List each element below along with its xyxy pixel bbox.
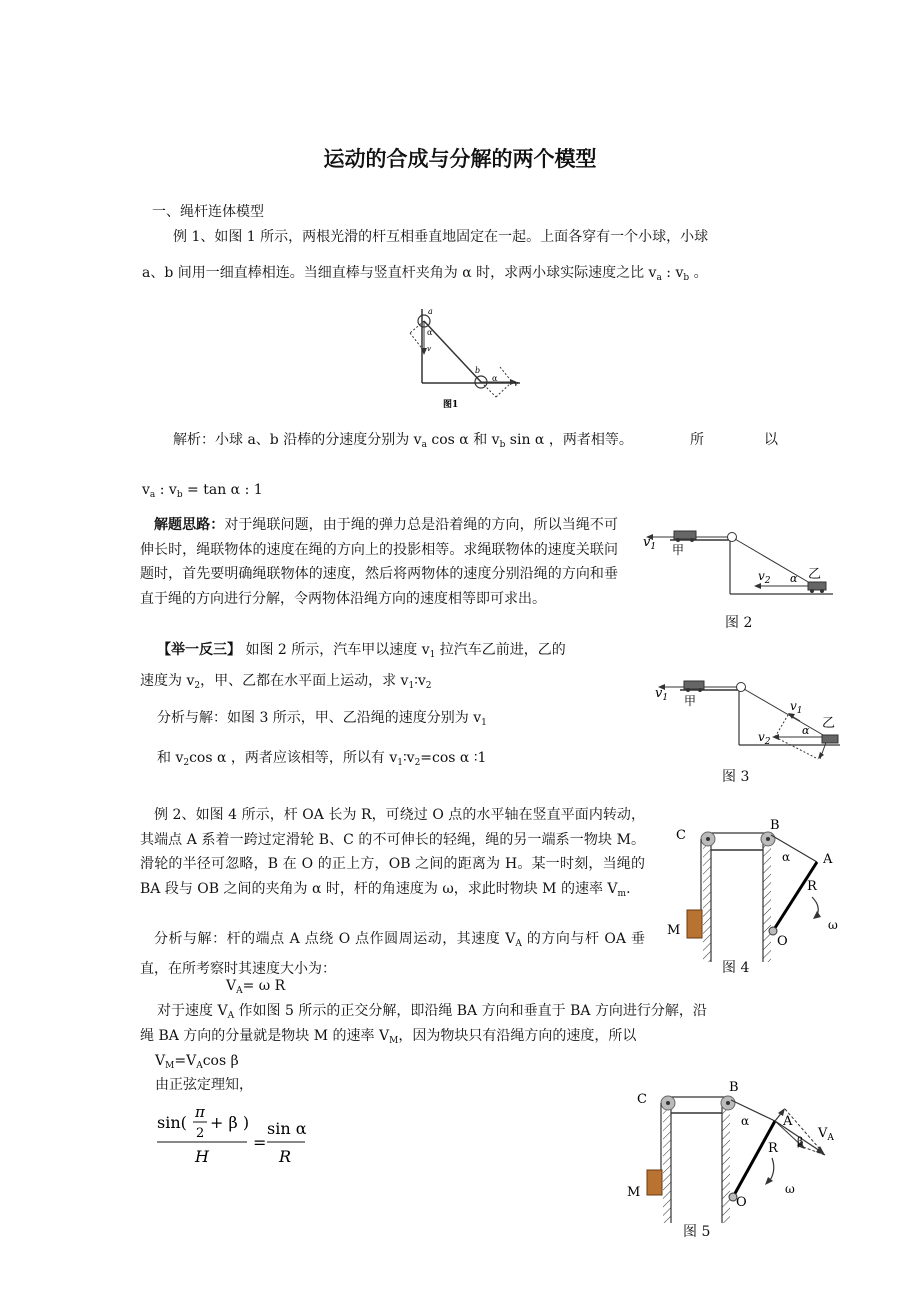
analysis-1-suo: 所	[690, 432, 704, 448]
formula-sin-left: sin(	[157, 1113, 187, 1132]
fig2-label-jia: 甲	[672, 543, 685, 557]
fig3-label-v1: $v_1$	[790, 699, 803, 716]
example-2-paragraph: 例 2、如图 4 所示，杆 OA 长为 R，可绕过 O 点的水平轴在竖直平面内转动，其端点 A 系着一跨过定滑轮 B、C 的不可伸长的轻绳，绳的另一端系一物块 M。滑轮的半径可忽略，B 在 O 的正上方，OB 之间的距离为 H。某一时刻，当绳的 BA 段与 OB 之间的夹角为 α 时，杆的角速度为 ω，求此时物块 M 的速率 $V_m$.	[140, 807, 645, 899]
formula-plus-beta: + β )	[210, 1113, 250, 1132]
analysis-2-line-2: 和 $v_2\cos$ α ，两者应该相等，所以有 $v_1∶v_2=\cos$ α ∶1	[157, 750, 487, 768]
sine-law-formula	[155, 1098, 315, 1170]
result-1: $v_a$ : $v_b = \tan \alpha$ : 1	[142, 482, 263, 500]
figure-2-diagram	[638, 520, 838, 600]
example-1-line-2: a、b 间用一细直棒相连。当细直棒与竖直杆夹角为 α 时，求两小球实际速度之比 $v_a$ : $v_b$ 。	[142, 265, 708, 283]
fig3-label-alpha: α	[802, 724, 810, 737]
fig5-label-O: O	[736, 1195, 747, 1210]
fig2-label-v1: $v_1$	[643, 535, 657, 552]
vm-equation: $V_M=V_A\cos$ β	[155, 1053, 239, 1071]
fig1-label-vb: v	[514, 380, 518, 388]
analysis-1: 解析：小球 a、b 沿棒的分速度分别为 $v_a$ cos α 和 $v_b$ sin α ，两者相等。	[173, 432, 633, 450]
fig5-label-C: C	[637, 1092, 647, 1107]
figure-4-diagram	[660, 815, 845, 980]
fig1-label-b: b	[475, 366, 481, 375]
figure-3-diagram	[650, 675, 845, 765]
fig5-label-M: M	[627, 1185, 641, 1200]
section-heading-1: 一、绳杆连体模型	[152, 204, 264, 220]
jufan-line-1: 【举一反三】 如图 2 所示，汽车甲以速度 $v_1$ 拉汽车乙前进，乙的	[157, 642, 566, 660]
fig5-label-R: R	[768, 1141, 778, 1156]
decomposition-line-1: 对于速度 $V_A$ 作如图 5 所示的正交分解，即沿绳 BA 方向和垂直于 BA 方向进行分解，沿	[157, 1003, 707, 1021]
page-title: 运动的合成与分解的两个模型	[323, 147, 597, 171]
fig3-label-v1-left: $v_1$	[655, 686, 669, 703]
fig3-label-yi: 乙	[822, 716, 836, 731]
fig5-label-A: A	[783, 1114, 793, 1129]
figure-4-caption: 图 4	[722, 960, 750, 976]
fig5-label-beta: β	[797, 1135, 804, 1148]
fig3-label-v2: $v_2$	[758, 730, 771, 747]
formula-R: R	[279, 1147, 292, 1166]
analysis-3-paragraph: 分析与解：杆的端点 A 点绕 O 点作圆周运动，其速度 $V_A$ 的方向与杆 OA 垂直，在所考察时其速度大小为：	[140, 931, 645, 977]
fig4-label-A: A	[823, 852, 833, 867]
fig1-label-va: v	[427, 345, 431, 353]
approach-paragraph: 解题思路：对于绳联问题，由于绳的弹力总是沿着绳的方向，所以当绳不可伸长时，绳联物体的速度在绳的方向上的投影相等。求绳联物体的速度关联问题时，首先要明确绳联物体的速度，然后将两物体的速度分别沿绳的方向和垂直于绳的方向进行分解，令两物体沿绳方向的速度相等即可求出。	[140, 517, 618, 607]
fig2-label-yi: 乙	[808, 567, 822, 582]
figure-3-caption: 图 3	[722, 769, 750, 785]
fig5-label-B: B	[729, 1080, 739, 1095]
fig4-label-alpha: α	[782, 850, 791, 864]
fig1-label-alpha-top: α	[427, 328, 433, 337]
va-equation: $V_A= \omega$ R	[226, 978, 286, 996]
fig1-caption: 图1	[443, 400, 459, 410]
fig1-label-alpha-bottom: α	[492, 374, 498, 383]
fig1-label-a: a	[428, 307, 433, 316]
fig5-label-VA: $V_A$	[818, 1126, 834, 1143]
analysis-2-line-1: 分析与解：如图 3 所示，甲、乙沿绳的速度分别为 $v_1$	[157, 710, 487, 728]
fig3-label-jia: 甲	[684, 694, 697, 708]
fig5-label-alpha: α	[741, 1114, 750, 1128]
fig4-label-O: O	[777, 934, 788, 949]
figure-1-diagram	[400, 303, 530, 415]
example-1-line-1: 例 1、如图 1 所示，两根光滑的杆互相垂直地固定在一起。上面各穿有一个小球，小球	[173, 229, 709, 245]
fig4-label-C: C	[676, 828, 686, 843]
jufan-line-2: 速度为 $v_2$，甲、乙都在水平面上运动，求 $v_1∶v_2$	[140, 673, 432, 691]
fig2-label-alpha: α	[790, 572, 798, 585]
fig5-label-omega: ω	[785, 1182, 795, 1196]
sine-law-intro: 由正弦定理知，	[155, 1077, 253, 1093]
figure-5-caption: 图 5	[683, 1224, 711, 1240]
fig4-label-R: R	[807, 879, 817, 894]
fig4-label-omega: ω	[828, 918, 838, 932]
fig4-label-M: M	[667, 923, 681, 938]
decomposition-line-2: 绳 BA 方向的分量就是物块 M 的速率 $V_M$，因为物块只有沿绳方向的速度，所以	[140, 1028, 637, 1046]
figure-2-caption: 图 2	[725, 615, 753, 631]
formula-equals: =	[253, 1133, 267, 1152]
formula-two: 2	[196, 1126, 205, 1141]
formula-pi: π	[195, 1103, 205, 1121]
analysis-1-yi: 以	[764, 432, 778, 448]
fig4-label-B: B	[770, 818, 780, 833]
fig2-label-v2: $v_2$	[758, 569, 771, 586]
figure-5-diagram	[625, 1075, 845, 1225]
formula-sin-alpha: sin α	[267, 1119, 307, 1138]
formula-H: H	[195, 1147, 209, 1166]
